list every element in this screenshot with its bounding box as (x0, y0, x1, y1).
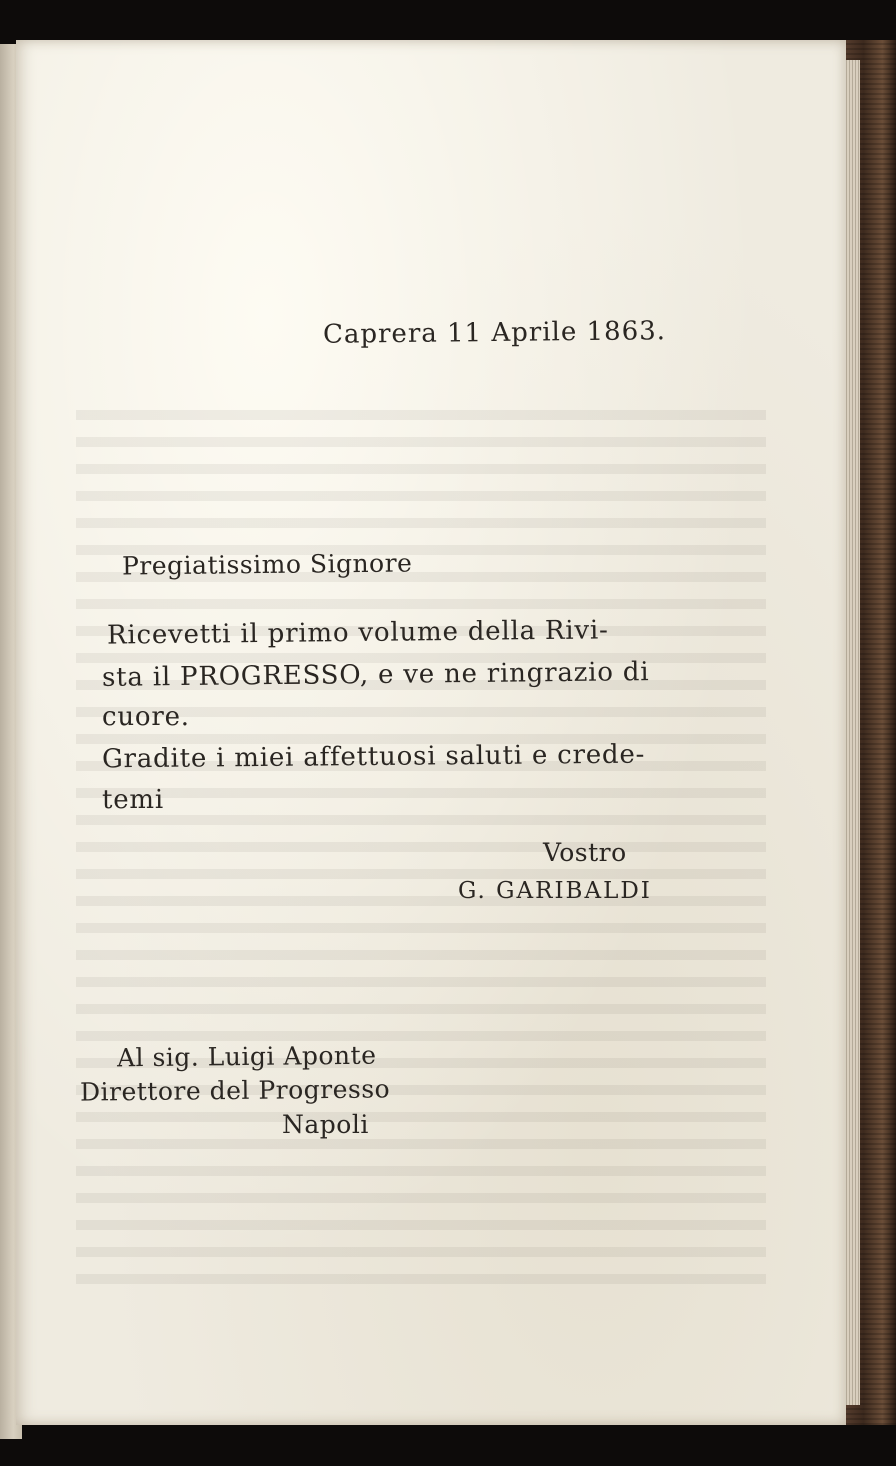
letter-body-line: Ricevetti il primo volume della Rivi- (106, 615, 609, 651)
address-line: Napoli (282, 1110, 369, 1139)
letter-closing: Vostro (543, 838, 627, 867)
letter-signature: G. GARIBALDI (458, 878, 652, 904)
address-line: Al sig. Luigi Aponte (116, 1040, 377, 1073)
letter-body-line: sta il PROGRESSO, e ve ne ringrazio di (101, 657, 650, 693)
letter-body-line: cuore. (102, 702, 190, 732)
show-through-text (76, 410, 766, 1290)
letter-date: Caprera 11 Aprile 1863. (322, 316, 667, 350)
address-line: Direttore del Progresso (79, 1074, 391, 1107)
letter-salutation: Pregiatissimo Signore (121, 548, 413, 581)
letter-body-line: temi (102, 785, 165, 815)
book-page (16, 40, 846, 1425)
letter-body-line: Gradite i miei affettuosi saluti e crede- (101, 739, 646, 775)
